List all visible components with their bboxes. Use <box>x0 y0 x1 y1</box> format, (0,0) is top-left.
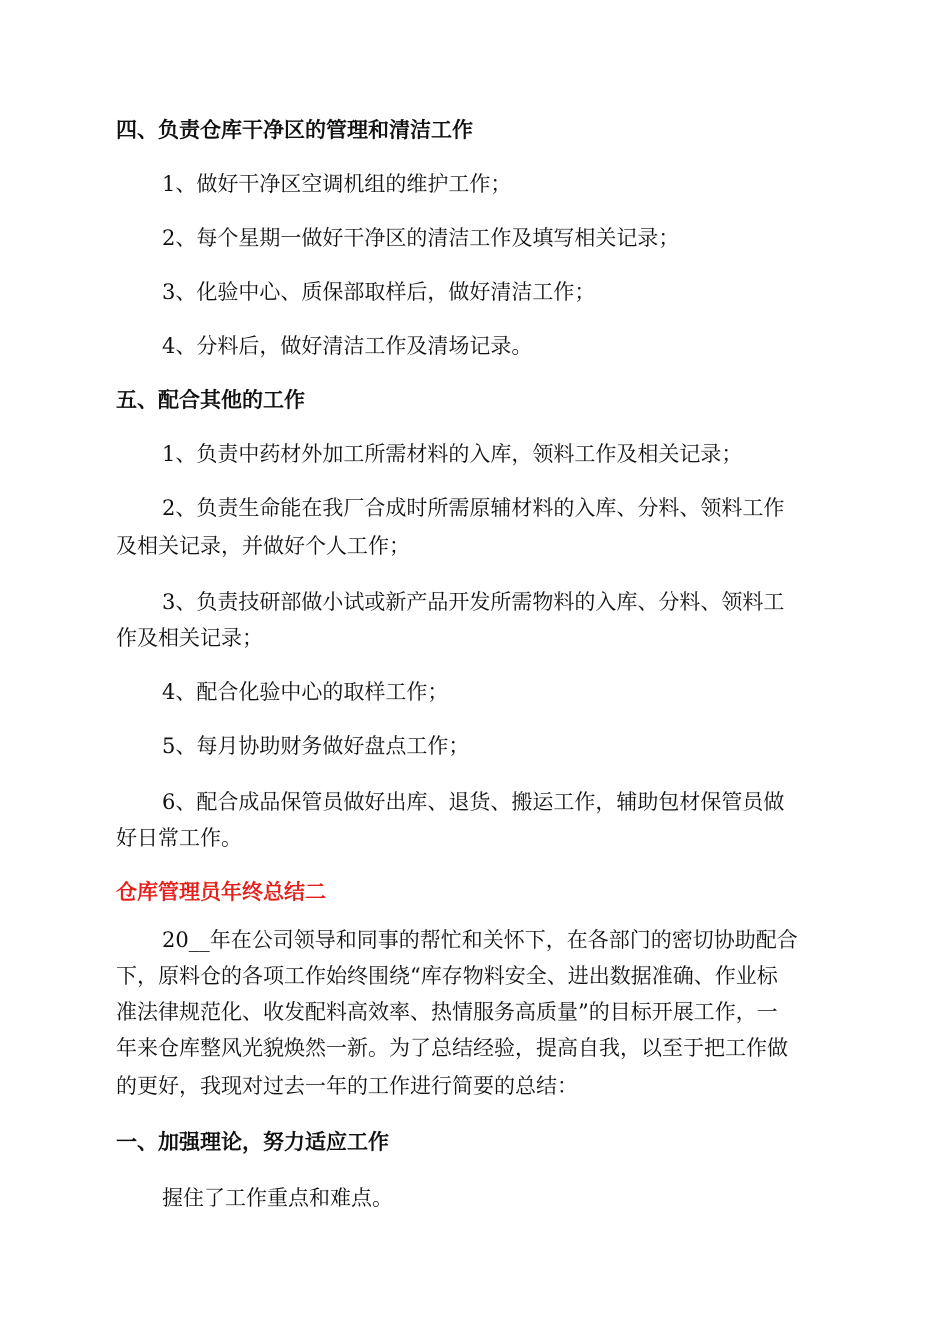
list-item: 1、做好干净区空调机组的维护工作； <box>162 172 512 196</box>
list-item-line: 6、配合成品保管员做好出库、退货、搬运工作，辅助包材保管员做 <box>162 790 785 814</box>
list-item-line: 好日常工作。 <box>116 826 242 850</box>
paragraph-line: 年来仓库整风光貌焕然一新。为了总结经验，提高自我，以至于把工作做 <box>116 1036 788 1060</box>
list-item-line: 3、负责技研部做小试或新产品开发所需物料的入库、分料、领料工 <box>162 590 785 614</box>
list-item: 5、每月协助财务做好盘点工作； <box>162 734 470 758</box>
list-item: 3、化验中心、质保部取样后，做好清洁工作； <box>162 280 596 304</box>
list-item: 1、负责中药材外加工所需材料的入库，领料工作及相关记录； <box>162 442 743 466</box>
part-title: 仓库管理员年终总结二 <box>116 880 326 904</box>
list-item: 4、分料后，做好清洁工作及清场记录。 <box>162 334 533 358</box>
paragraph-line: 的更好，我现对过去一年的工作进行简要的总结： <box>116 1074 578 1098</box>
paragraph-line: 20__年在公司领导和同事的帮忙和关怀下，在各部门的密切协助配合 <box>162 928 798 952</box>
list-item-line: 作及相关记录； <box>116 626 263 650</box>
paragraph-line: 下，原料仓的各项工作始终围绕“库存物料安全、进出数据准确、作业标 <box>116 964 778 988</box>
section-heading-5: 五、配合其他的工作 <box>116 388 305 412</box>
section-heading-1: 一、加强理论，努力适应工作 <box>116 1130 389 1154</box>
paragraph-line: 准法律规范化、收发配料高效率、热情服务高质量”的目标开展工作，一 <box>116 1000 778 1024</box>
section-heading-4: 四、负责仓库干净区的管理和清洁工作 <box>116 118 473 142</box>
list-item: 2、每个星期一做好干净区的清洁工作及填写相关记录； <box>162 226 680 250</box>
list-item-line: 及相关记录，并做好个人工作； <box>116 534 410 558</box>
list-item: 4、配合化验中心的取样工作； <box>162 680 449 704</box>
list-item-line: 2、负责生命能在我厂合成时所需原辅材料的入库、分料、领料工作 <box>162 496 785 520</box>
paragraph-line: 握住了工作重点和难点。 <box>162 1186 393 1210</box>
